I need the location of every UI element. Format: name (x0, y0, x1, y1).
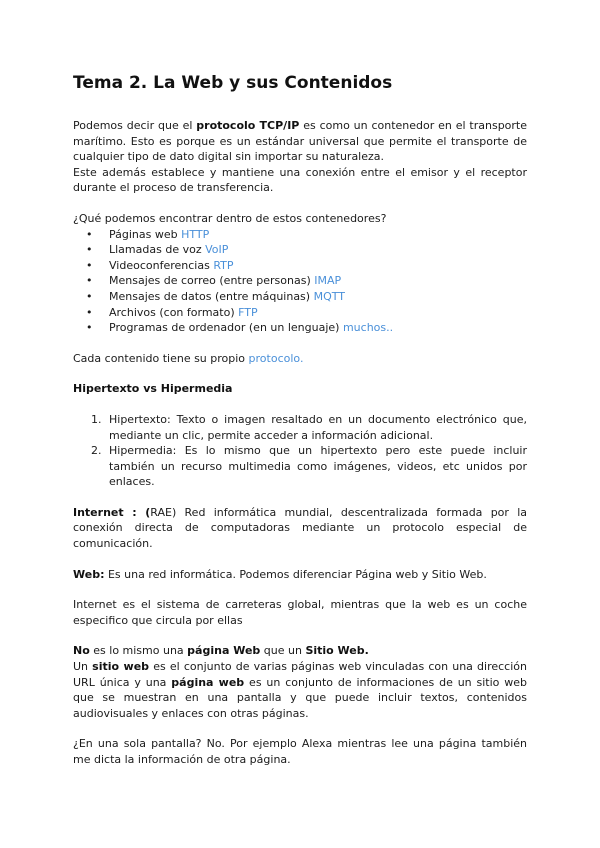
bullet-icon: • (86, 243, 93, 257)
own-protocol-paragraph: Cada contenido tiene su propio protocolo. (73, 351, 304, 365)
list-item: 1. Hipertexto: Texto o imagen resaltado en un documento electrónico que, mediante un clic, permite acceder a información adicional. (91, 412, 527, 442)
document-body (73, 118, 527, 768)
list-item: • Videoconferencias RTP (86, 258, 234, 272)
protocol-link[interactable]: muchos.. (342, 321, 394, 335)
protocol-link[interactable]: MQTT (313, 289, 345, 303)
analogy-paragraph: Internet es el sistema de carreteras global, mientras que la web es un coche especifico que circula por ellas (73, 598, 527, 627)
protocol-link[interactable]: protocolo. (248, 351, 304, 365)
page-title: Tema 2. La Web y sus Contenidos (73, 73, 393, 93)
intro-paragraph-2: Este además establece y mantiene una conexión entre el emisor y el receptor durante el proceso de transferencia. (73, 165, 527, 195)
intro-text-cont: es como un contenedor en el transporte marítimo. Esto es porque es un estándar universal que permite el transporte de cualquier tipo de dato digital sin importar su naturaleza. (73, 119, 528, 164)
list-item: • Programas de ordenador (en un lenguaje) muchos.. (86, 321, 394, 335)
bullet-icon: • (86, 321, 93, 335)
section-heading: Hipertexto vs Hipermedia (73, 382, 233, 396)
alexa-paragraph: ¿En una sola pantalla? No. Por ejemplo Alexa mientras lee una página también me dicta la información de otra página. (73, 737, 527, 766)
list-item: • Mensajes de datos (entre máquinas) MQTT (86, 289, 345, 303)
protocol-link[interactable]: FTP (238, 305, 258, 319)
content-list (73, 227, 527, 336)
bullet-icon: • (86, 274, 93, 288)
bullet-icon: • (86, 258, 93, 272)
list-item: • Páginas web HTTP (86, 227, 210, 241)
list-item: • Archivos (con formato) FTP (86, 305, 258, 319)
intro-bold: protocolo TCP/IP (196, 119, 300, 132)
list-item: • Llamadas de voz VoIP (86, 243, 229, 257)
protocol-link[interactable]: VoIP (205, 243, 229, 257)
hyper-list (73, 412, 527, 490)
web-definition: Web: Es una red informática. Podemos diferenciar Página web y Sitio Web. (73, 567, 487, 581)
question: ¿Qué podemos encontrar dentro de estos contenedores? (73, 211, 387, 225)
internet-definition: Internet : (RAE) Red informática mundial, descentralizada formada por la conexión directa de computadoras mediante un protocolo especial de comunicación. (73, 505, 528, 551)
protocol-link[interactable]: RTP (213, 258, 234, 272)
difference-paragraph: Un sitio web es el conjunto de varias páginas web vinculadas con una dirección URL única y una página web es un conjunto de informaciones de un sitio web que se muestran en una pantalla y que puede incluir textos, contenidos audiovisuales y enlaces con otras páginas. (73, 660, 528, 720)
intro-paragraph (73, 118, 527, 165)
protocol-link[interactable]: IMAP (314, 274, 342, 288)
bullet-icon: • (86, 289, 93, 303)
intro-text: Podemos decir que el (73, 119, 197, 132)
protocol-link[interactable]: HTTP (181, 227, 210, 241)
difference-line: No es lo mismo una página Web que un Sitio Web. (73, 644, 369, 658)
bullet-icon: • (86, 305, 93, 319)
list-item: • Mensajes de correo (entre personas) IMAP (86, 274, 342, 288)
bullet-icon: • (86, 227, 93, 241)
list-item: 2. Hipermedia: Es lo mismo que un hipertexto pero este puede incluir también un recurso multimedia como imágenes, videos, etc unidos por enlaces. (91, 444, 527, 489)
